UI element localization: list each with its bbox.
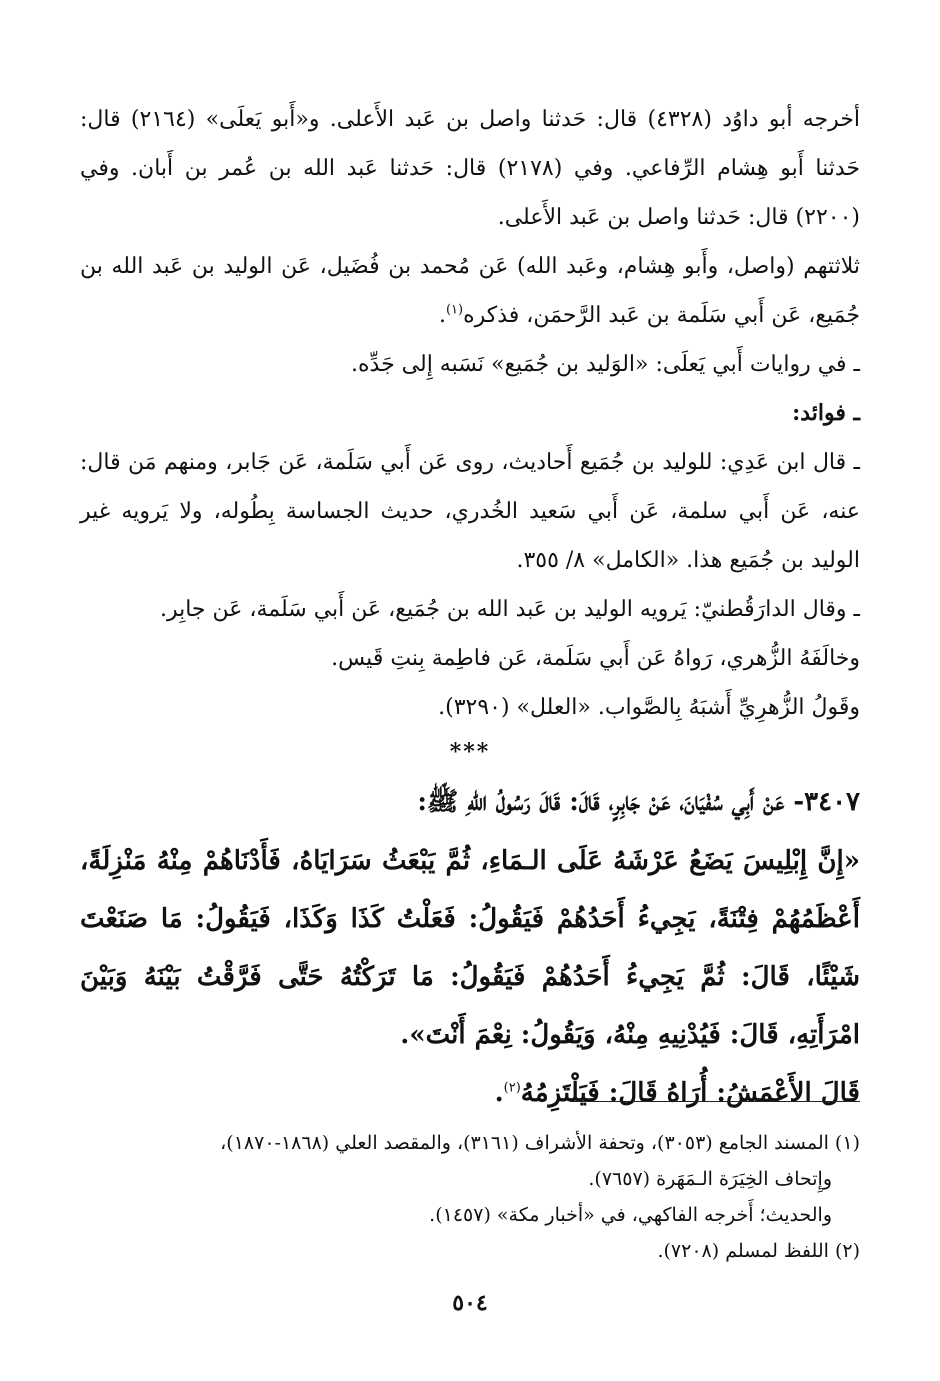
- chain-paragraph: [80, 242, 860, 340]
- chain-text: ثلاثتهم (واصل، وأَبو هِشام، وعَبد الله) عَن مُحمد بن فُضَيل، عَن الوليد بن عَبد الله بن جُمَيع، عَن أَبي سَلَمة بن عَبد الرَّحمَن، فذكره: [80, 254, 860, 328]
- footnote-2: (٢) اللفظ لمسلم (٧٢٠٨).: [657, 1240, 860, 1262]
- zuhri-paragraph: وخالَفَهُ الزُّهري، رَواهُ عَن أَبي سَلَمة، عَن فاطِمة بِنتِ قَيس.: [331, 646, 860, 671]
- footnote-divider: [570, 1101, 860, 1102]
- footnote-1-extra: والحديث؛ أَخرجه الفاكهي، في «أخبار مكة» (١٤٥٧).: [429, 1204, 832, 1226]
- hadith-text: «إِنَّ إِبْلِيسَ يَضَعُ عَرْشَهُ عَلَى الـمَاءِ، ثُمَّ يَبْعَثُ سَرَايَاهُ، فَأَدْنَاهُمْ مِنْهُ مَنْزِلَةً، أَعْظَمُهُمْ فِتْنَةً، يَجِيءُ أَحَدُهُمْ فَيَقُولُ: فَعَلْتُ كَذَا وَكَذَا، فَيَقُولُ: مَا صَنَعْتَ شَيْئًا، قَالَ: ثُمَّ يَجِيءُ أَحَدُهُمْ فَيَقُولُ: مَا تَرَكْتُهُ حَتَّى فَرَّقْتُ بَيْنَهُ وَبَيْنَ امْرَأَتِهِ، قَالَ: فَيُدْنِيهِ مِنْهُ، وَيَقُولُ: نِعْمَ أَنْتَ».: [80, 846, 860, 1050]
- footnotes: [80, 1125, 860, 1269]
- hadith-matn: [80, 832, 860, 1064]
- footnote-1-continued: وإِتحاف الخِيَرَة الـمَهَرة (٧٦٥٧).: [588, 1168, 832, 1190]
- amash-text: قَالَ الأَعْمَشُ: أُرَاهُ قَالَ: فَيَلْتَزِمُهُ: [520, 1078, 860, 1108]
- footnote-ref-2[interactable]: (٢): [503, 1080, 521, 1096]
- takhrij-paragraph: أخرجه أبو داوُد (٤٣٢٨) قال: حَدثنا واصل بن عَبد الأَعلى. و«أَبو يَعلَى» (٢١٦٤) قال: حَدثنا أَبو هِشام الرِّفاعي. وفي (٢١٧٨) قال: حَدثنا عَبد الله بن عُمر بن أَبان. وفي (٢٢٠٠) قال: حَدثنا واصل بن عَبد الأَعلى.: [80, 107, 861, 230]
- footnote-1: (١) المسند الجامع (٣٠٥٣)، وتحفة الأشراف (٣١٦١)، والمقصد العلي (١٨٦٨-١٨٧٠)،: [220, 1132, 860, 1154]
- amash-remark: [80, 1064, 860, 1122]
- ibn-adi-paragraph: ـ قال ابن عَدِي: للوليد بن جُمَيع أَحاديث، روى عَن أَبي سَلَمة، عَن جَابر، ومنهم مَن قال: عنه، عَن أَبي سلمة، عَن أَبي سَعيد الخُدري، حديث الجساسة بِطُوله، ولا يَرويه غير الوليد بن جُمَيع هذا. «الكامل» ٨/ ٣٥٥.: [80, 450, 860, 573]
- page-number: ٥٠٤: [452, 1290, 488, 1316]
- section-separator: ***: [449, 739, 491, 765]
- hadith-heading: ٣٤٠٧- عَنْ أَبِي سُفْيَانَ، عَنْ جَابِرٍ، قَالَ: قَالَ رَسُولُ اللهِ ﷺ:: [417, 787, 860, 817]
- chain-end: .: [438, 303, 446, 328]
- zuhri-conclusion: وقَولُ الزُّهرِيِّ أَشبَهُ بِالصَّواب. «العلل» (٣٢٩٠).: [438, 695, 860, 720]
- daraqutni-paragraph: ـ وقال الدارَقُطنيّ: يَرويه الوليد بن عَبد الله بن جُمَيع، عَن أَبي سَلَمة، عَن جابِر.: [159, 597, 860, 622]
- amash-end: .: [494, 1078, 504, 1108]
- abu-yala-note: ـ في روايات أَبي يَعلَى: «الوَليد بن جُمَيع» نَسَبه إِلى جَدِّه.: [351, 352, 860, 377]
- footnote-ref-1[interactable]: (١): [445, 302, 464, 318]
- page-body: [80, 95, 860, 1122]
- fawaid-heading: ـ فوائد:: [792, 400, 860, 426]
